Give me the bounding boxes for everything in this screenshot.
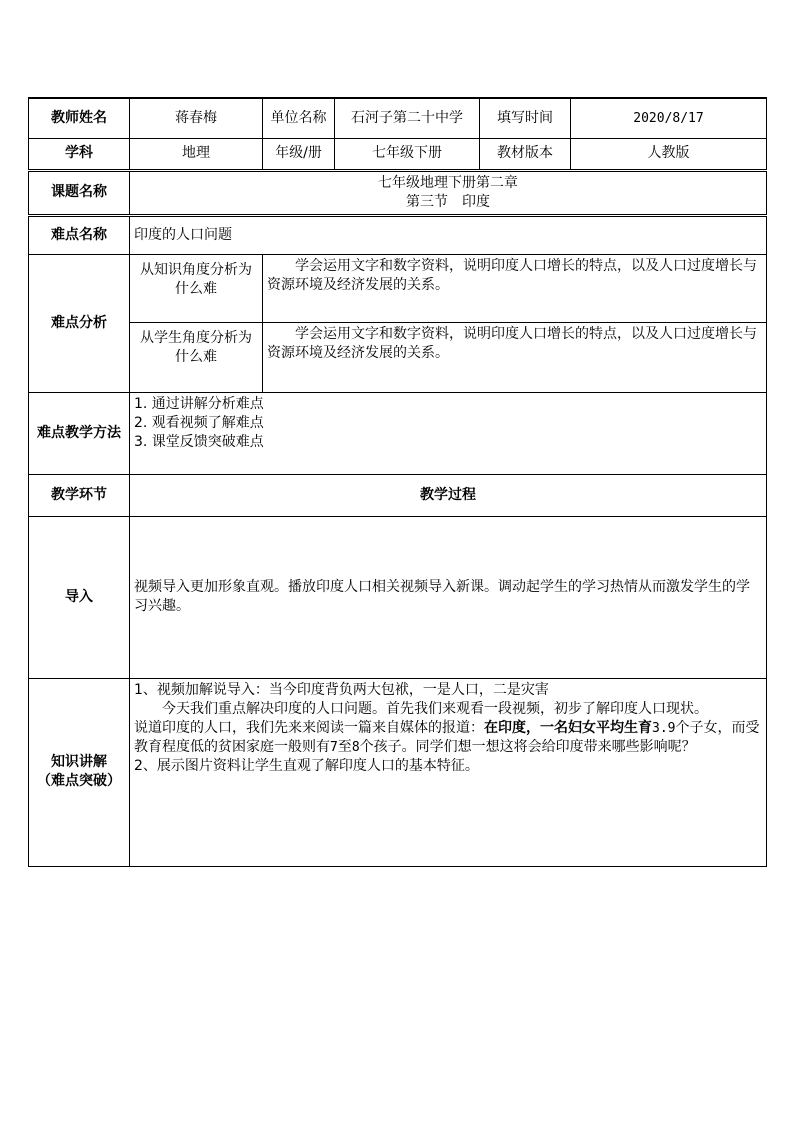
knowledge-paragraph-1: 1、视频加解说导入：当今印度背负两大包袱，一是人口，二是灾害 bbox=[134, 681, 549, 698]
info-row-1 bbox=[29, 98, 767, 138]
knowledge-label-line-1: 知识讲解 bbox=[51, 754, 107, 770]
process-header-row bbox=[29, 474, 767, 516]
knowledge-label bbox=[29, 678, 130, 866]
report-text-d: 个孩子。同学们想一想这将会给印度带来哪些影响呢？ bbox=[359, 738, 696, 755]
analysis-row-student bbox=[29, 322, 767, 392]
student-angle-paragraph: 学会运用文字和数字资料，说明印度人口增长的特点，以及人口过度增长与资源环境及经济发展的关系。 bbox=[267, 325, 757, 361]
methods-row bbox=[29, 392, 767, 474]
lesson-plan-sheet bbox=[28, 97, 766, 867]
process-header: 教学过程 bbox=[130, 474, 767, 516]
grade-label: 年级/册 bbox=[263, 138, 335, 170]
knowledge-row bbox=[29, 678, 767, 866]
knowledge-paragraph-4: 2、展示图片资料让学生直观了解印度人口的基本特征。 bbox=[134, 757, 479, 774]
intro-label: 导入 bbox=[29, 516, 130, 678]
method-item-3: 3. 课堂反馈突破难点 bbox=[134, 433, 264, 450]
subject-value: 地理 bbox=[130, 138, 263, 170]
student-angle-label: 从学生角度分析为什么难 bbox=[130, 322, 263, 392]
topic-row bbox=[29, 170, 767, 215]
unit-label: 单位名称 bbox=[263, 98, 335, 138]
difficulty-label: 难点名称 bbox=[29, 215, 130, 254]
knowledge-angle-text bbox=[263, 254, 767, 322]
method-item-1: 1. 通过讲解分析难点 bbox=[134, 395, 264, 412]
knowledge-angle-label: 从知识角度分析为什么难 bbox=[130, 254, 263, 322]
topic-line-1: 七年级地理下册第二章 bbox=[378, 174, 518, 191]
report-text-b: 个子女，而受教育程度低的贫困家庭一般则有 bbox=[134, 719, 760, 755]
info-row-2 bbox=[29, 138, 767, 170]
stage-header: 教学环节 bbox=[29, 474, 130, 516]
intro-row bbox=[29, 516, 767, 678]
report-highlight-text: 在印度，一名妇女平均生育 bbox=[484, 719, 652, 736]
knowledge-label-line-2: （难点突破） bbox=[37, 773, 121, 789]
student-angle-text bbox=[263, 322, 767, 392]
date-label: 填写时间 bbox=[480, 98, 571, 138]
method-item-2: 2. 观看视频了解难点 bbox=[134, 414, 264, 431]
children-min-value: 7 bbox=[330, 739, 338, 755]
textbook-value: 人教版 bbox=[571, 138, 767, 170]
knowledge-angle-paragraph: 学会运用文字和数字资料，说明印度人口增长的特点，以及人口过度增长与资源环境及经济发展的关系。 bbox=[267, 257, 757, 293]
birth-rate-value: 3.9 bbox=[652, 720, 676, 736]
knowledge-content bbox=[130, 678, 767, 866]
methods-list bbox=[130, 392, 767, 474]
difficulty-row bbox=[29, 215, 767, 254]
teacher-value: 蒋春梅 bbox=[130, 98, 263, 138]
report-text-c: 至 bbox=[337, 738, 352, 755]
topic-label: 课题名称 bbox=[29, 170, 130, 215]
analysis-label: 难点分析 bbox=[29, 254, 130, 392]
report-intro-text: 说道印度的人口，我们先来来阅读一篇来自媒体的报道： bbox=[134, 719, 484, 736]
difficulty-value: 印度的人口问题 bbox=[130, 215, 767, 254]
subject-label: 学科 bbox=[29, 138, 130, 170]
analysis-row-knowledge bbox=[29, 254, 767, 322]
topic-line-2: 第三节 印度 bbox=[406, 193, 490, 210]
knowledge-paragraph-3 bbox=[134, 719, 762, 757]
methods-label: 难点教学方法 bbox=[29, 392, 130, 474]
topic-value bbox=[130, 170, 767, 215]
intro-text: 视频导入更加形象直观。播放印度人口相关视频导入新课。调动起学生的学习热情从而激发学生的学习兴趣。 bbox=[130, 516, 767, 678]
lesson-plan-table bbox=[28, 97, 767, 867]
children-max-value: 8 bbox=[351, 739, 360, 755]
knowledge-paragraph-2: 今天我们重点解决印度的人口问题。首先我们来观看一段视频，初步了解印度人口现状。 bbox=[162, 700, 708, 717]
grade-value: 七年级下册 bbox=[335, 138, 480, 170]
textbook-label: 教材版本 bbox=[480, 138, 571, 170]
date-value: 2020/8/17 bbox=[571, 98, 767, 138]
unit-value: 石河子第二十中学 bbox=[335, 98, 480, 138]
teacher-label: 教师姓名 bbox=[29, 98, 130, 138]
